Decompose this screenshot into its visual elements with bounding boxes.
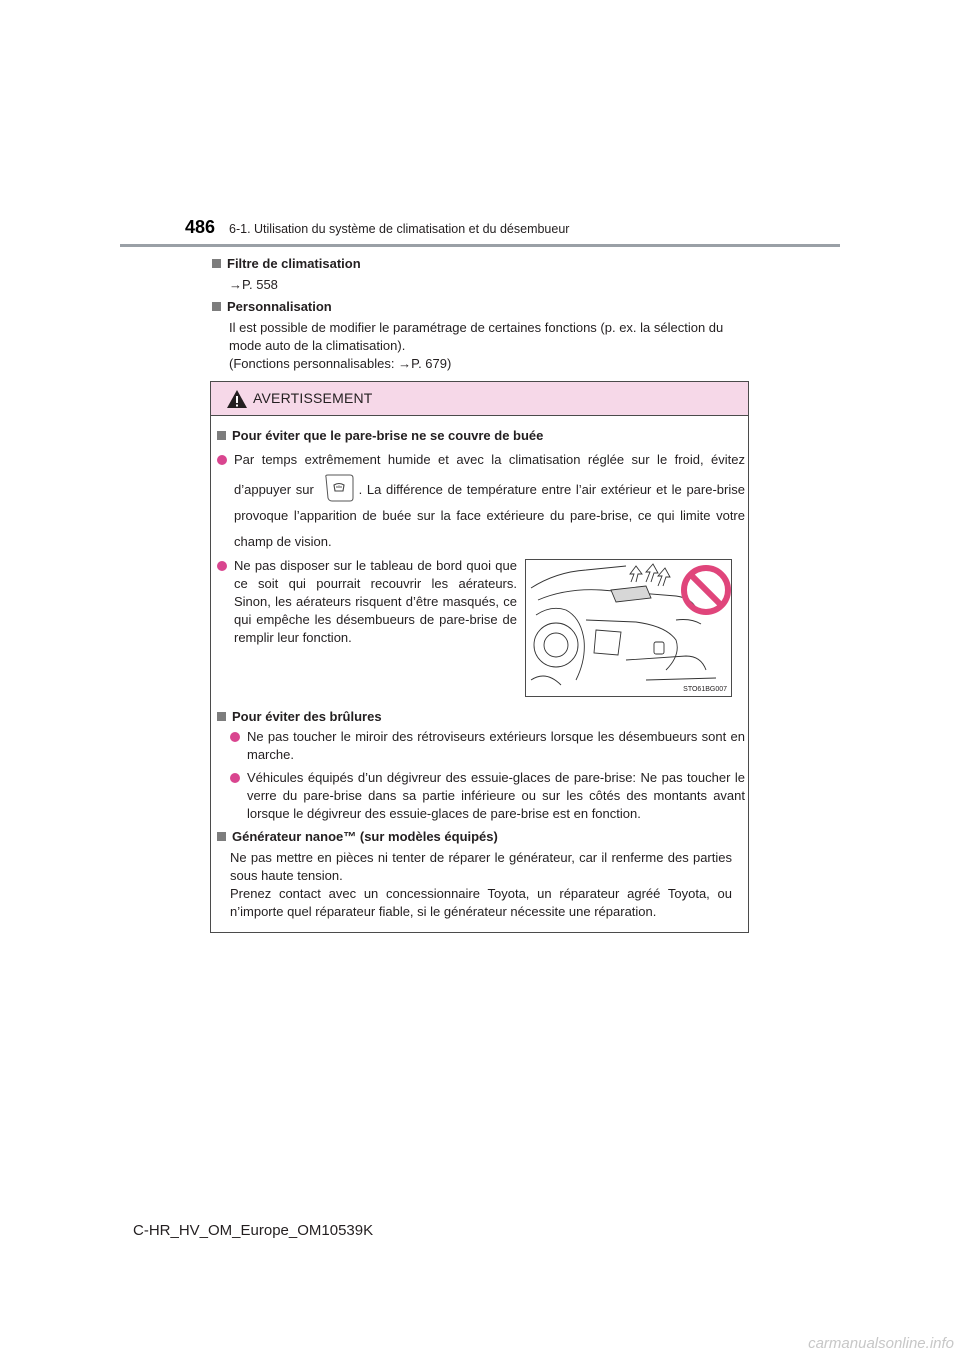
section-filter [212,255,752,294]
dashboard-illustration [525,559,732,697]
fog-item-2-text: Ne pas disposer sur le tableau de bord quoi que ce soit qui pourrait recouvrir les aérateurs. Sinon, les aérateurs risquent d’être masqués, ce qui empêche les désembueurs de pare-brise de remplir leur fonction. [234,558,517,645]
fog-title: Pour éviter que le pare-brise ne se couvre de buée [232,428,544,443]
fog-item-1 [217,447,745,555]
pink-dot-icon [217,455,227,465]
square-bullet-icon [217,832,226,841]
fog-item-2 [217,557,517,647]
nanoe-para-1: Ne pas mettre en pièces ni tenter de réparer le générateur, car il renferme des parties sous haute tension. [230,850,732,883]
square-bullet-icon [217,431,226,440]
warning-label: AVERTISSEMENT [253,390,373,406]
header-rule [120,244,840,247]
personalization-ref[interactable]: (Fonctions personnalisables: →P. 679) [229,356,452,371]
burns-item-2 [217,769,745,823]
warning-header [211,382,748,416]
chapter-title: 6-1. Utilisation du système de climatisation et du désembueur [229,222,570,236]
nanoe-section [217,828,745,846]
illustration-code: STO61BG007 [683,686,727,693]
document-code: C-HR_HV_OM_Europe_OM10539K [133,1222,374,1239]
fog-item-1-before: Par temps extrêmement humide et avec la climatisation réglée sur le froid, évitez d’appuyer sur [234,452,745,497]
windshield-defogger-button-icon [322,473,356,503]
burns-item-1 [217,728,745,764]
watermark: carmanualsonline.info [808,1335,954,1352]
filter-title: Filtre de climatisation [227,256,361,271]
prohibited-sign-icon [684,568,728,612]
page-number: 486 [185,217,216,237]
pink-dot-icon [217,561,227,571]
pink-dot-icon [230,732,240,742]
nanoe-body [217,849,732,921]
section-personalization [212,298,752,373]
pink-dot-icon [230,773,240,783]
fog-section [217,427,745,445]
square-bullet-icon [217,712,226,721]
burns-title: Pour éviter des brûlures [232,709,382,724]
burns-item-2-text: Véhicules équipés d’un dégivreur des essuie-glaces de pare-brise: Ne pas toucher le verre du pare-brise dans sa partie inférieure ou sur les côtés des montants avant lorsque le dégivreur des essuie-glaces de pare-brise est en fonction. [247,770,745,821]
burns-item-1-text: Ne pas toucher le miroir des rétroviseurs extérieurs lorsque les désembueurs sont en marche. [247,729,745,762]
personalization-body: Il est possible de modifier le paramétrage de certaines fonctions (p. ex. la sélection du mode auto de la climatisation). [229,320,724,353]
fog-item-1-after: . La différence de température entre l’air extérieur et le pare-brise provoque l’apparition de buée sur la face extérieure du pare-brise, ce qui limite votre champ de vision. [234,482,745,549]
dashboard-vents-drawing [526,560,731,696]
personalization-title: Personnalisation [227,299,332,314]
warning-box [210,381,749,933]
filter-ref[interactable]: →P. 558 [229,277,278,292]
warning-triangle-icon [226,389,248,409]
square-bullet-icon [212,259,221,268]
nanoe-para-2: Prenez contact avec un concessionnaire Toyota, un réparateur agréé Toyota, ou n’importe quel réparateur fiable, si le générateur nécessite une réparation. [230,886,732,919]
nanoe-title: Générateur nanoe™ (sur modèles équipés) [232,829,498,844]
square-bullet-icon [212,302,221,311]
burns-section [217,708,745,726]
